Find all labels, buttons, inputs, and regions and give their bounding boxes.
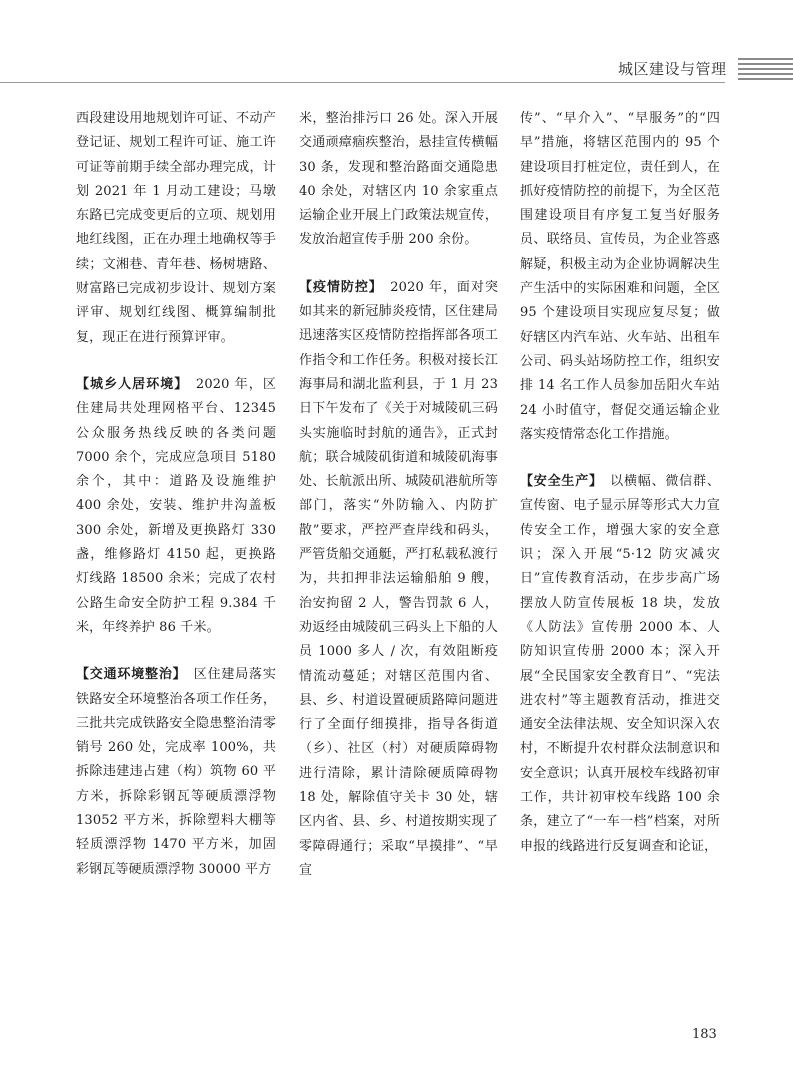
section-body-urban-rural-environment: 2020 年，区住建局共处理网格平台、12345 公众服务热线反映的各类问题 7000 余个，完成应急项目 5180 余个，其中：道路及设施维护 400 余处，安装、维护井沟盖板 300 余处，新增及更换路灯 330 盏，维修路灯 4150 起，更换路灯线路 18500 余米；完成了农村公路生命安全防护工程 9.384 千米，年终养护 86 千米。 xyxy=(76,376,277,635)
running-header xyxy=(0,0,793,100)
section-heading-traffic-environment: 【交通环境整治】 xyxy=(76,667,180,683)
paragraph-epidemic-continuation: 传”、“早介入”、“早服务”的“四早”措施，将辖区范围内的 95 个建设项目打桩定位，责任到人，在抓好疫情防控的前提下，为全区范围建设项目有序复工复当好服务员、联络员、宣传员，为企业答惑解疑，积极主动为企业协调解决生产生活中的实际困难和问题，全区 95 个建设项目实现应复尽复；做好辖区内汽车站、火车站、出租车公司、码头站场防控工作，组织安排 14 名工作人员参加岳阳火车站 24 小时值守，督促交通运输企业落实疫情常态化工作措施。 xyxy=(520,111,720,442)
section-title: 城区建设与管理 xyxy=(618,60,727,78)
paragraph-traffic-continuation: 米，整治排污口 26 处。深入开展交通顽瘴痼疾整治，悬挂宣传横幅 30 条，发现和整治路面交通隐患 40 余处，对辖区内 10 余家重点运输企业开展上门政策法规宣传，发放治超宣传手册 200 余份。 xyxy=(299,111,498,248)
header-stripe-ornament xyxy=(738,58,793,80)
paragraph-traffic-environment xyxy=(76,663,276,882)
section-body-work-safety: 以横幅、微信群、宣传窗、电子显示屏等形式大力宣传安全工作，增强大家的安全意识；深入开展“5·12 防灾减灾日”宣传教育活动，在步步高广场摆放人防宣传展板 18 块，发放《人防法》宣传册 2000 本、人防知识宣传册 2000 本；深入开展“全民国家安全教育日”、“宪法进农村”等主题教育活动，推进交通安全法律法规、安全知识深入农村，不断提升农村群众法制意识和安全意识；认真开展校车线路初审工作，共计初审校车线路 100 余条，建立了“一车一档”档案，对所申报的线路进行反复调查和论证， xyxy=(520,474,720,854)
section-body-epidemic-control: 2020 年，面对突如其来的新冠肺炎疫情，区住建局迅速落实区疫情防控指挥部各项工作指令和工作任务。积极对接长江海事局和湖北监利县，于 1 月 23 日下午发布了《关于对城陵矶三码头实施临时封航的通告》，正式封航；联合城陵矶街道和城陵矶海事处、长航派出所、城陵矶港航所等部门，落实“外防输入、内防扩散”要求，严控严查岸线和码头，严管货船交通艇，严打私载私渡行为，共扣押非法运输船舶 9 艘，治安拘留 2 人，警告罚款 6 人，劝返经由城陵矶三码头上下船的人员 1000 多人 / 次，有效阻断疫情流动蔓延；对辖区范围内省、县、乡、村道设置硬质路障问题进行了全面仔细摸排，指导各街道（乡）、社区（村）对硬质障碍物进行清除，累计清除硬质障碍物 18 处，解除值守关卡 30 处，辖区内省、县、乡、村道按期实现了零障碍通行；采取“早摸排”、“早宣 xyxy=(299,279,499,878)
paragraph-continuation: 西段建设用地规划许可证、不动产登记证、规划工程许可证、施工许可证等前期手续全部办理完成，计划 2021 年 1 月动工建设；马墩东路已完成变更后的立项、规划用地红线图，正在办理土地确权等手续；文湘巷、青年巷、杨树塘路、财富路已完成初步设计、规划方案评审、规划红线图、概算编制批复，现正在进行预算评审。 xyxy=(76,111,276,345)
header-divider xyxy=(0,82,725,83)
section-heading-epidemic-control: 【疫情防控】 xyxy=(299,279,377,295)
page-number: 183 xyxy=(692,1027,717,1042)
text-column-1 xyxy=(76,107,276,905)
text-column-2 xyxy=(299,107,498,906)
section-body-traffic-environment: 区住建局落实铁路安全环境整治各项工作任务，三批共完成铁路安全隐患整治清零销号 260 处，完成率 100%，共拆除违建违占建（构）筑物 60 平方米，拆除彩钢瓦等硬质漂浮物 13052 平方米，拆除塑料大棚等轻质漂浮物 1470 平方米，加固彩钢瓦等硬质漂浮物 30000 平方 xyxy=(76,667,276,877)
paragraph-work-safety xyxy=(520,470,720,859)
paragraph-epidemic-control xyxy=(299,276,498,883)
section-heading-urban-rural-environment: 【城乡人居环境】 xyxy=(76,376,182,392)
paragraph-urban-rural-environment xyxy=(76,373,276,640)
text-column-3 xyxy=(520,107,720,882)
section-heading-work-safety: 【安全生产】 xyxy=(520,474,597,490)
